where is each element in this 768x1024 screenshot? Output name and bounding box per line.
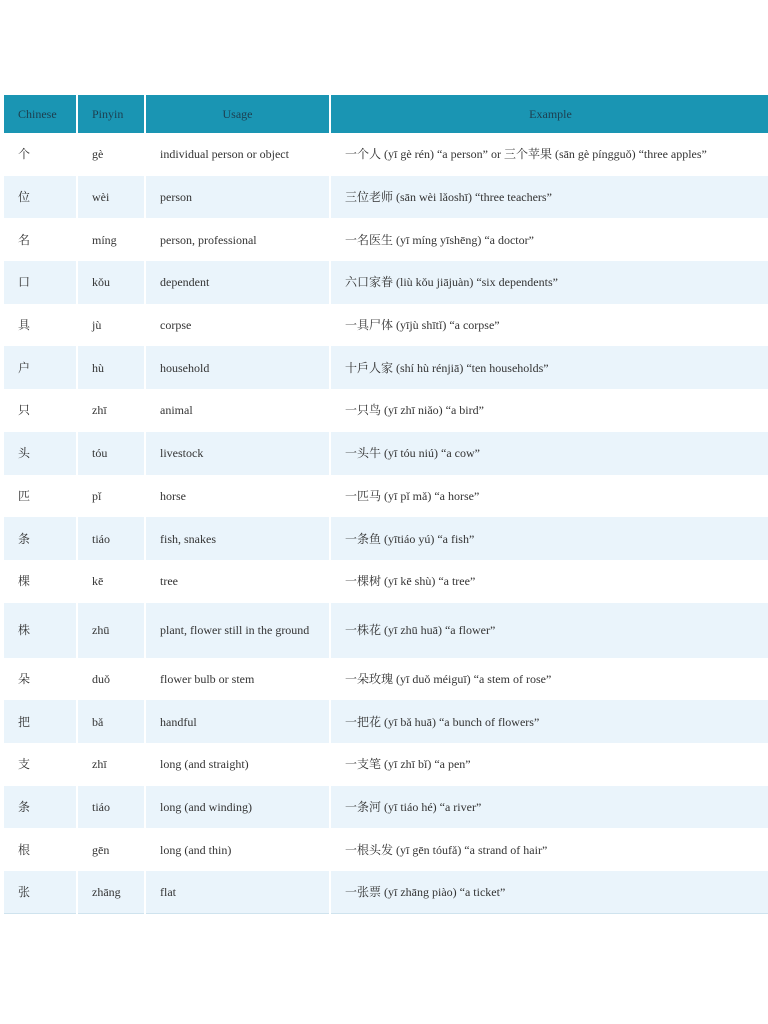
cell-chinese: 名 bbox=[4, 218, 76, 261]
cell-usage: flower bulb or stem bbox=[146, 658, 329, 701]
cell-pinyin: hù bbox=[78, 346, 144, 389]
cell-usage: flat bbox=[146, 871, 329, 914]
cell-example: 一只鸟 (yī zhī niǎo) “a bird” bbox=[331, 389, 768, 432]
cell-chinese: 只 bbox=[4, 389, 76, 432]
cell-example: 六口家眷 (liù kǒu jiājuàn) “six dependents” bbox=[331, 261, 768, 304]
cell-pinyin: zhāng bbox=[78, 871, 144, 914]
cell-chinese: 张 bbox=[4, 871, 76, 914]
cell-usage: person bbox=[146, 176, 329, 219]
cell-usage: dependent bbox=[146, 261, 329, 304]
cell-example: 一匹马 (yī pǐ mǎ) “a horse” bbox=[331, 475, 768, 518]
cell-usage: plant, flower still in the ground bbox=[146, 603, 329, 658]
table-row bbox=[4, 218, 768, 261]
cell-example: 一根头发 (yī gēn tóufǎ) “a strand of hair” bbox=[331, 828, 768, 871]
cell-example: 一个人 (yī gè rén) “a person” or 三个苹果 (sān gè píngguǒ) “three apples” bbox=[331, 133, 768, 176]
header-chinese: Chinese bbox=[4, 95, 76, 133]
cell-example: 一朵玫瑰 (yī duǒ méiguī) “a stem of rose” bbox=[331, 658, 768, 701]
cell-chinese: 条 bbox=[4, 786, 76, 829]
table-row bbox=[4, 517, 768, 560]
cell-example: 十戶人家 (shí hù rénjiā) “ten households” bbox=[331, 346, 768, 389]
cell-chinese: 个 bbox=[4, 133, 76, 176]
table-row bbox=[4, 700, 768, 743]
cell-usage: fish, snakes bbox=[146, 517, 329, 560]
cell-example: 一支笔 (yī zhī bǐ) “a pen” bbox=[331, 743, 768, 786]
cell-chinese: 支 bbox=[4, 743, 76, 786]
table-row bbox=[4, 475, 768, 518]
cell-chinese: 根 bbox=[4, 828, 76, 871]
table-body bbox=[4, 133, 768, 914]
table-row bbox=[4, 603, 768, 658]
cell-pinyin: duǒ bbox=[78, 658, 144, 701]
cell-usage: animal bbox=[146, 389, 329, 432]
cell-usage: long (and straight) bbox=[146, 743, 329, 786]
cell-pinyin: gè bbox=[78, 133, 144, 176]
cell-chinese: 株 bbox=[4, 603, 76, 658]
header-usage: Usage bbox=[146, 95, 329, 133]
cell-example: 一棵树 (yī kē shù) “a tree” bbox=[331, 560, 768, 603]
header-pinyin: Pinyin bbox=[78, 95, 144, 133]
cell-chinese: 头 bbox=[4, 432, 76, 475]
cell-pinyin: tiáo bbox=[78, 517, 144, 560]
table-row bbox=[4, 743, 768, 786]
cell-usage: long (and thin) bbox=[146, 828, 329, 871]
table-row bbox=[4, 304, 768, 347]
table-row bbox=[4, 133, 768, 176]
cell-pinyin: wèi bbox=[78, 176, 144, 219]
cell-example: 一条河 (yī tiáo hé) “a river” bbox=[331, 786, 768, 829]
cell-pinyin: pǐ bbox=[78, 475, 144, 518]
cell-chinese: 棵 bbox=[4, 560, 76, 603]
cell-chinese: 朵 bbox=[4, 658, 76, 701]
cell-pinyin: zhī bbox=[78, 389, 144, 432]
cell-pinyin: kē bbox=[78, 560, 144, 603]
cell-usage: long (and winding) bbox=[146, 786, 329, 829]
cell-usage: household bbox=[146, 346, 329, 389]
cell-usage: livestock bbox=[146, 432, 329, 475]
table-row bbox=[4, 176, 768, 219]
cell-example: 一张票 (yī zhāng piào) “a ticket” bbox=[331, 871, 768, 914]
cell-chinese: 位 bbox=[4, 176, 76, 219]
cell-usage: corpse bbox=[146, 304, 329, 347]
cell-chinese: 匹 bbox=[4, 475, 76, 518]
cell-pinyin: tóu bbox=[78, 432, 144, 475]
cell-chinese: 户 bbox=[4, 346, 76, 389]
cell-pinyin: jù bbox=[78, 304, 144, 347]
table-row bbox=[4, 261, 768, 304]
table-row bbox=[4, 346, 768, 389]
cell-usage: horse bbox=[146, 475, 329, 518]
cell-pinyin: míng bbox=[78, 218, 144, 261]
cell-chinese: 把 bbox=[4, 700, 76, 743]
header-row bbox=[4, 95, 768, 133]
cell-chinese: 条 bbox=[4, 517, 76, 560]
cell-example: 一把花 (yī bǎ huā) “a bunch of flowers” bbox=[331, 700, 768, 743]
cell-pinyin: tiáo bbox=[78, 786, 144, 829]
cell-pinyin: kǒu bbox=[78, 261, 144, 304]
header-example: Example bbox=[331, 95, 768, 133]
cell-chinese: 口 bbox=[4, 261, 76, 304]
table-row bbox=[4, 432, 768, 475]
cell-usage: individual person or object bbox=[146, 133, 329, 176]
table-row bbox=[4, 389, 768, 432]
cell-example: 一具尸体 (yījù shītǐ) “a corpse” bbox=[331, 304, 768, 347]
cell-pinyin: zhū bbox=[78, 603, 144, 658]
cell-pinyin: bǎ bbox=[78, 700, 144, 743]
cell-example: 三位老师 (sān wèi lǎoshī) “three teachers” bbox=[331, 176, 768, 219]
cell-example: 一头牛 (yī tóu niú) “a cow” bbox=[331, 432, 768, 475]
cell-chinese: 具 bbox=[4, 304, 76, 347]
cell-usage: person, professional bbox=[146, 218, 329, 261]
table-row bbox=[4, 786, 768, 829]
table-row bbox=[4, 871, 768, 914]
cell-example: 一条鱼 (yītiáo yú) “a fish” bbox=[331, 517, 768, 560]
table-row bbox=[4, 560, 768, 603]
cell-pinyin: zhī bbox=[78, 743, 144, 786]
cell-pinyin: gēn bbox=[78, 828, 144, 871]
cell-usage: tree bbox=[146, 560, 329, 603]
table-row bbox=[4, 828, 768, 871]
table-row bbox=[4, 658, 768, 701]
cell-usage: handful bbox=[146, 700, 329, 743]
measure-word-table bbox=[2, 95, 768, 914]
cell-example: 一名医生 (yī míng yīshēng) “a doctor” bbox=[331, 218, 768, 261]
cell-example: 一株花 (yī zhū huā) “a flower” bbox=[331, 603, 768, 658]
